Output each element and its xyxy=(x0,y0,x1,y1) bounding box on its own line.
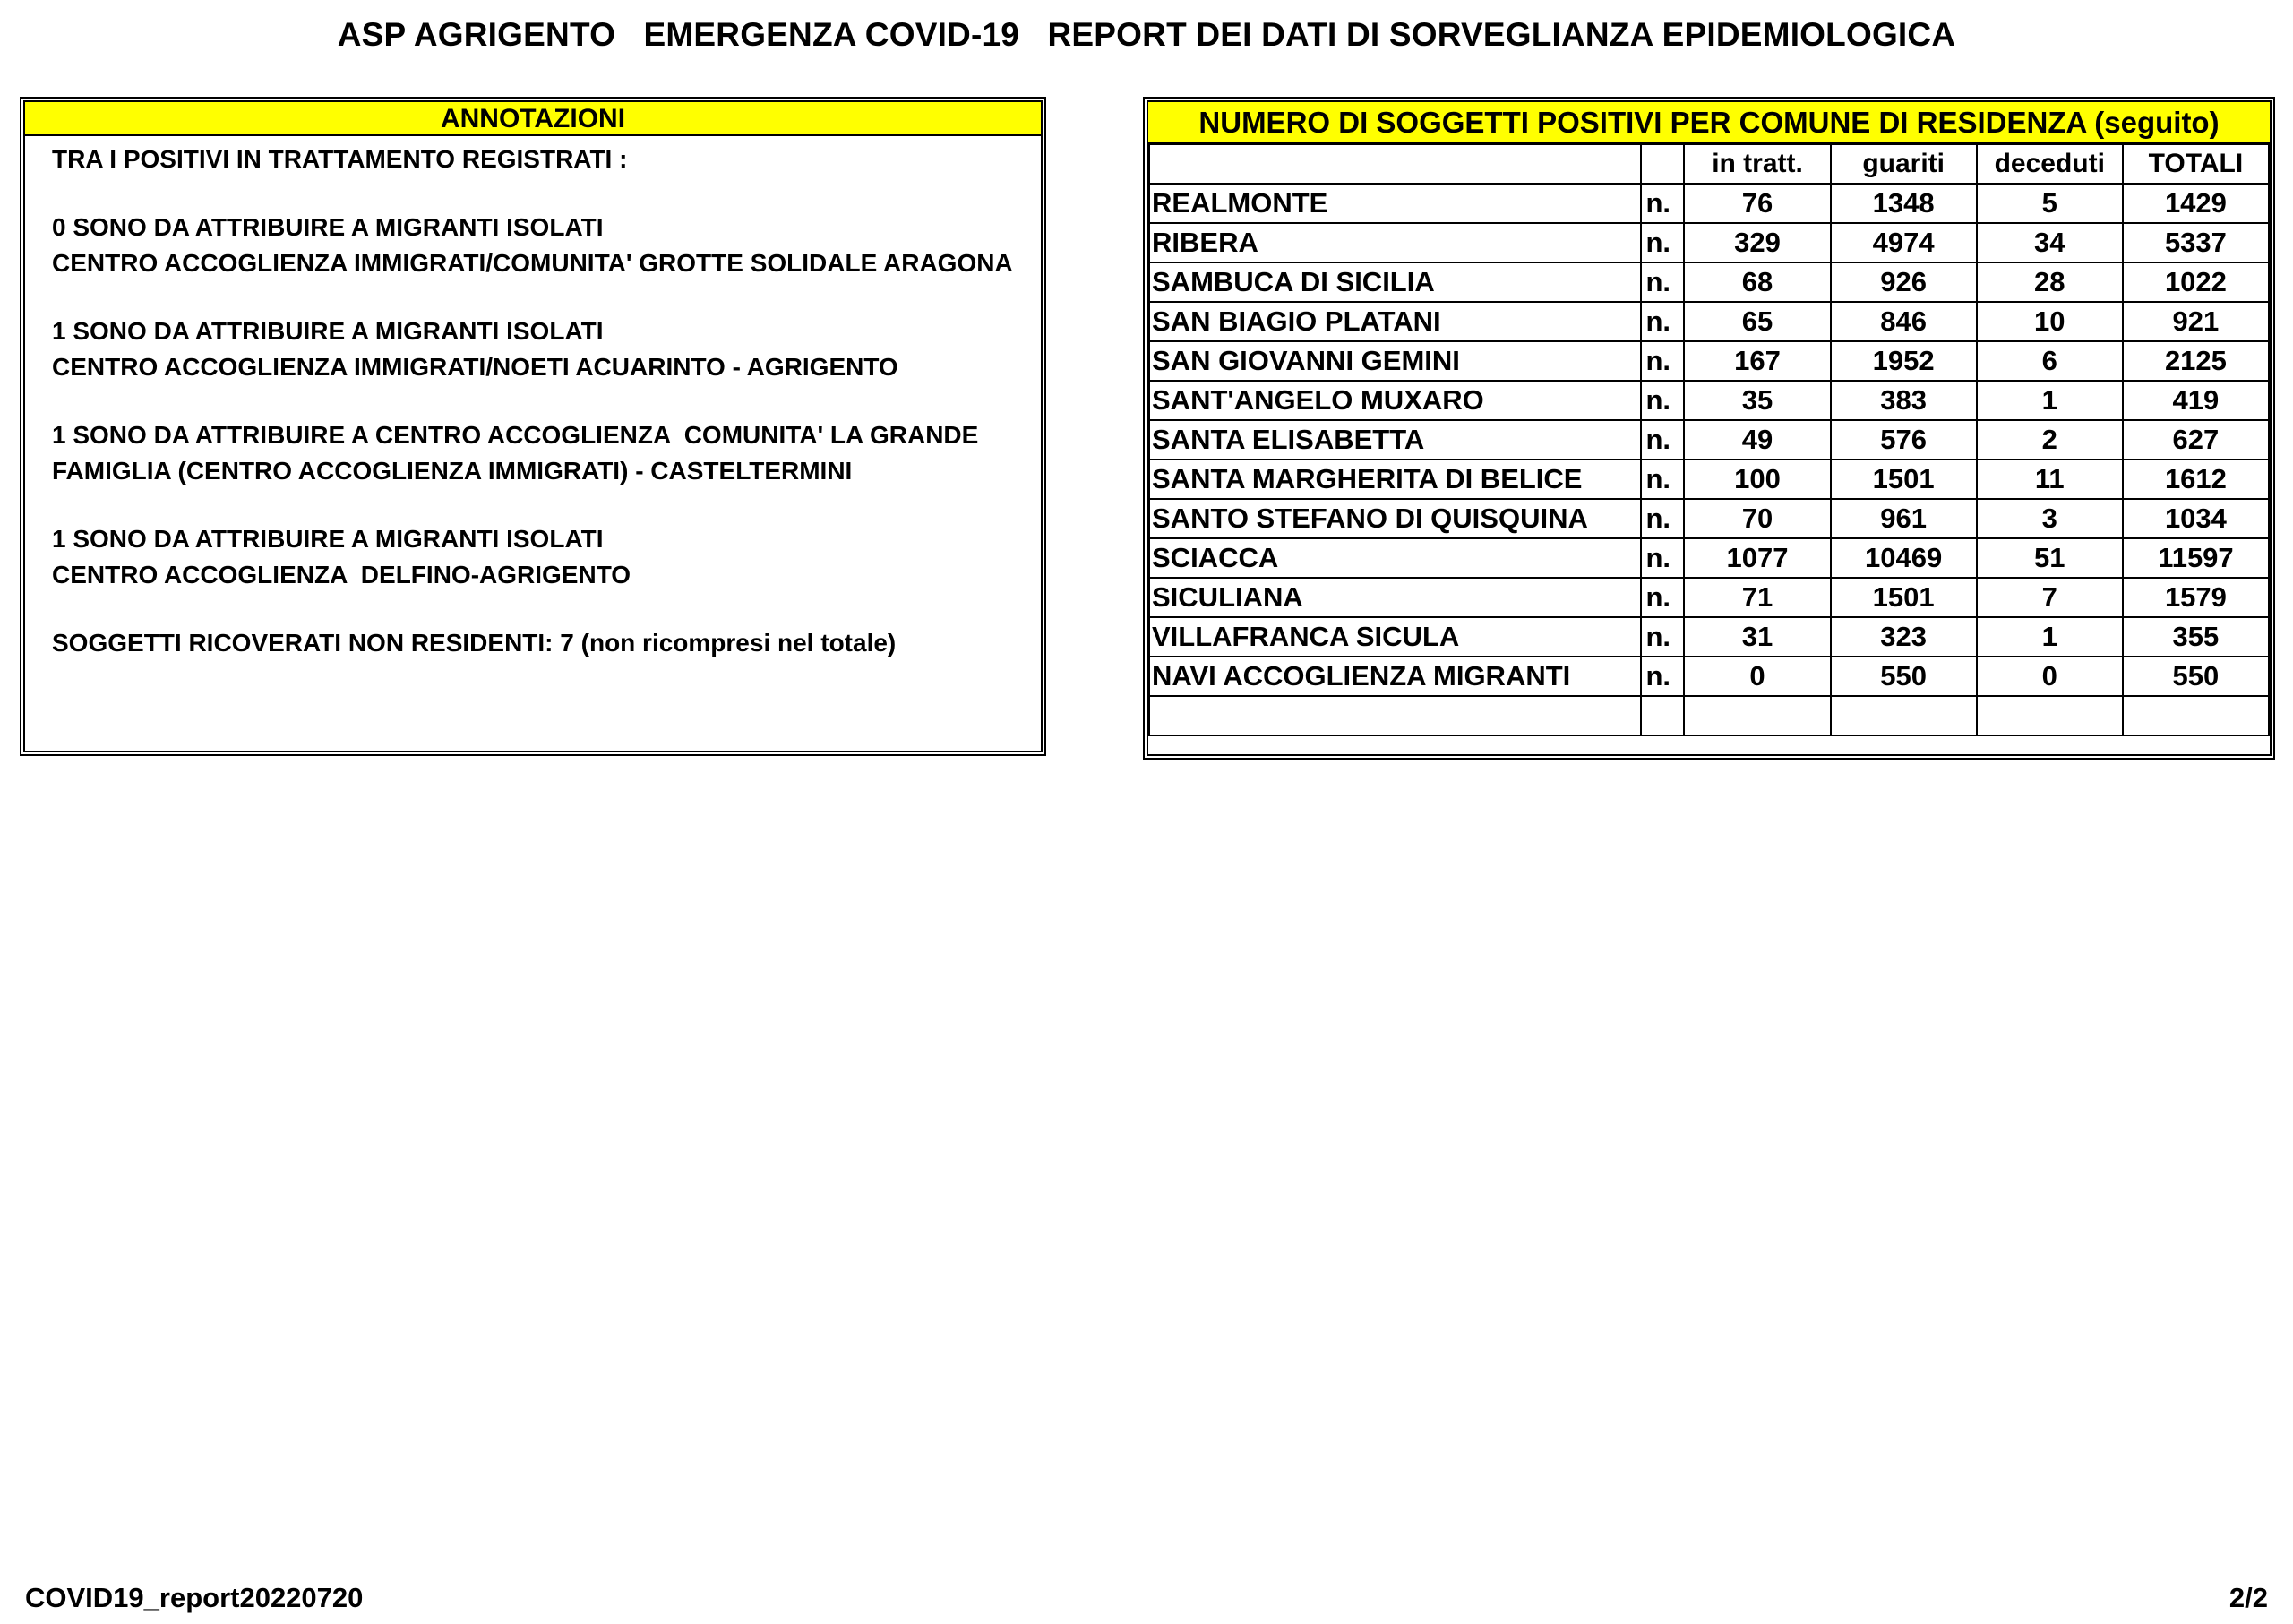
count-prefix: n. xyxy=(1641,381,1684,420)
table-row xyxy=(1149,617,2269,657)
count-prefix: n. xyxy=(1641,499,1684,538)
guariti-value: 846 xyxy=(1831,302,1977,341)
totali-value: 1579 xyxy=(2123,578,2269,617)
deceduti-value: 51 xyxy=(1977,538,2123,578)
municipality-name: SANTA MARGHERITA DI BELICE xyxy=(1149,460,1641,499)
totali-value: 627 xyxy=(2123,420,2269,460)
table-row xyxy=(1149,184,2269,223)
deceduti-value: 3 xyxy=(1977,499,2123,538)
table-header: NUMERO DI SOGGETTI POSITIVI PER COMUNE DI RESIDENZA (seguito) xyxy=(1148,102,2270,143)
count-prefix: n. xyxy=(1641,617,1684,657)
guariti-value: 323 xyxy=(1831,617,1977,657)
count-prefix: n. xyxy=(1641,184,1684,223)
guariti-value: 961 xyxy=(1831,499,1977,538)
municipality-name: SANTA ELISABETTA xyxy=(1149,420,1641,460)
report-filename: COVID19_report20220720 xyxy=(25,1582,364,1613)
municipality-name: VILLAFRANCA SICULA xyxy=(1149,617,1641,657)
deceduti-value: 6 xyxy=(1977,341,2123,381)
empty-table-row xyxy=(1149,696,2269,735)
municipality-name: RIBERA xyxy=(1149,223,1641,262)
totali-value: 11597 xyxy=(2123,538,2269,578)
note-line: 1 SONO DA ATTRIBUIRE A MIGRANTI ISOLATI xyxy=(52,525,604,553)
table-row xyxy=(1149,538,2269,578)
column-header-empty xyxy=(1149,144,1641,184)
count-prefix: n. xyxy=(1641,460,1684,499)
deceduti-value: 0 xyxy=(1977,657,2123,696)
column-header-deceduti: deceduti xyxy=(1977,144,2123,184)
municipality-name: SICULIANA xyxy=(1149,578,1641,617)
note-line: 1 SONO DA ATTRIBUIRE A CENTRO ACCOGLIENZA COMUNITA' LA GRANDE xyxy=(52,421,979,449)
in-tratt-value: 31 xyxy=(1684,617,1830,657)
table-row xyxy=(1149,578,2269,617)
note-line: CENTRO ACCOGLIENZA DELFINO-AGRIGENTO xyxy=(52,561,631,589)
guariti-value: 576 xyxy=(1831,420,1977,460)
guariti-value: 1348 xyxy=(1831,184,1977,223)
note-line: CENTRO ACCOGLIENZA IMMIGRATI/NOETI ACUARINTO - AGRIGENTO xyxy=(52,353,898,381)
deceduti-value: 2 xyxy=(1977,420,2123,460)
deceduti-value: 28 xyxy=(1977,262,2123,302)
page-title: ASP AGRIGENTO EMERGENZA COVID-19 REPORT DEI DATI DI SORVEGLIANZA EPIDEMIOLOGICA xyxy=(337,16,1956,53)
column-header-totali: TOTALI xyxy=(2123,144,2269,184)
table-row xyxy=(1149,302,2269,341)
note-line: 1 SONO DA ATTRIBUIRE A MIGRANTI ISOLATI xyxy=(52,317,604,345)
empty-cell xyxy=(1149,696,1641,735)
count-prefix: n. xyxy=(1641,302,1684,341)
in-tratt-value: 1077 xyxy=(1684,538,1830,578)
empty-cell xyxy=(2123,696,2269,735)
table-column-headers xyxy=(1149,144,2269,184)
deceduti-value: 11 xyxy=(1977,460,2123,499)
in-tratt-value: 329 xyxy=(1684,223,1830,262)
in-tratt-value: 100 xyxy=(1684,460,1830,499)
guariti-value: 1952 xyxy=(1831,341,1977,381)
note-line: CENTRO ACCOGLIENZA IMMIGRATI/COMUNITA' GROTTE SOLIDALE ARAGONA xyxy=(52,249,1013,277)
in-tratt-value: 49 xyxy=(1684,420,1830,460)
table-row xyxy=(1149,223,2269,262)
in-tratt-value: 70 xyxy=(1684,499,1830,538)
in-tratt-value: 65 xyxy=(1684,302,1830,341)
count-prefix: n. xyxy=(1641,262,1684,302)
deceduti-value: 5 xyxy=(1977,184,2123,223)
column-header-in-tratt: in tratt. xyxy=(1684,144,1830,184)
in-tratt-value: 71 xyxy=(1684,578,1830,617)
notes-footer: SOGGETTI RICOVERATI NON RESIDENTI: 7 (non ricompresi nel totale) xyxy=(52,629,897,657)
empty-cell xyxy=(1684,696,1830,735)
table-row xyxy=(1149,420,2269,460)
totali-value: 1022 xyxy=(2123,262,2269,302)
notes-intro: TRA I POSITIVI IN TRATTAMENTO REGISTRATI : xyxy=(52,145,628,173)
municipality-name: NAVI ACCOGLIENZA MIGRANTI xyxy=(1149,657,1641,696)
totali-value: 921 xyxy=(2123,302,2269,341)
column-header-empty xyxy=(1641,144,1684,184)
deceduti-value: 10 xyxy=(1977,302,2123,341)
municipality-name: SAMBUCA DI SICILIA xyxy=(1149,262,1641,302)
totali-value: 550 xyxy=(2123,657,2269,696)
count-prefix: n. xyxy=(1641,223,1684,262)
in-tratt-value: 35 xyxy=(1684,381,1830,420)
count-prefix: n. xyxy=(1641,578,1684,617)
in-tratt-value: 68 xyxy=(1684,262,1830,302)
note-line: 0 SONO DA ATTRIBUIRE A MIGRANTI ISOLATI xyxy=(52,213,604,241)
guariti-value: 1501 xyxy=(1831,460,1977,499)
deceduti-value: 34 xyxy=(1977,223,2123,262)
municipality-name: SANT'ANGELO MUXARO xyxy=(1149,381,1641,420)
table-row xyxy=(1149,499,2269,538)
empty-cell xyxy=(1831,696,1977,735)
totali-value: 5337 xyxy=(2123,223,2269,262)
notes-header: ANNOTAZIONI xyxy=(25,102,1041,136)
deceduti-value: 1 xyxy=(1977,617,2123,657)
note-line: FAMIGLIA (CENTRO ACCOGLIENZA IMMIGRATI) - CASTELTERMINI xyxy=(52,457,853,485)
column-header-guariti: guariti xyxy=(1831,144,1977,184)
guariti-value: 1501 xyxy=(1831,578,1977,617)
table-row xyxy=(1149,460,2269,499)
count-prefix: n. xyxy=(1641,341,1684,381)
in-tratt-value: 0 xyxy=(1684,657,1830,696)
count-prefix: n. xyxy=(1641,420,1684,460)
table-row xyxy=(1149,341,2269,381)
guariti-value: 926 xyxy=(1831,262,1977,302)
deceduti-value: 7 xyxy=(1977,578,2123,617)
guariti-value: 383 xyxy=(1831,381,1977,420)
deceduti-value: 1 xyxy=(1977,381,2123,420)
table-row xyxy=(1149,657,2269,696)
count-prefix: n. xyxy=(1641,657,1684,696)
municipality-name: SAN BIAGIO PLATANI xyxy=(1149,302,1641,341)
guariti-value: 10469 xyxy=(1831,538,1977,578)
municipality-name: SCIACCA xyxy=(1149,538,1641,578)
municipality-name: SAN GIOVANNI GEMINI xyxy=(1149,341,1641,381)
table-row xyxy=(1149,381,2269,420)
guariti-value: 4974 xyxy=(1831,223,1977,262)
totali-value: 1429 xyxy=(2123,184,2269,223)
positives-table-panel xyxy=(1143,97,2275,760)
empty-cell xyxy=(1641,696,1684,735)
totali-value: 1034 xyxy=(2123,499,2269,538)
totali-value: 1612 xyxy=(2123,460,2269,499)
table-row xyxy=(1149,262,2269,302)
totali-value: 2125 xyxy=(2123,341,2269,381)
empty-cell xyxy=(1977,696,2123,735)
in-tratt-value: 167 xyxy=(1684,341,1830,381)
positives-table xyxy=(1148,143,2270,736)
page-number: 2/2 xyxy=(2229,1582,2268,1613)
municipality-name: SANTO STEFANO DI QUISQUINA xyxy=(1149,499,1641,538)
in-tratt-value: 76 xyxy=(1684,184,1830,223)
totali-value: 419 xyxy=(2123,381,2269,420)
notes-panel xyxy=(20,97,1046,756)
totali-value: 355 xyxy=(2123,617,2269,657)
municipality-name: REALMONTE xyxy=(1149,184,1641,223)
count-prefix: n. xyxy=(1641,538,1684,578)
guariti-value: 550 xyxy=(1831,657,1977,696)
notes-body xyxy=(25,136,1041,661)
